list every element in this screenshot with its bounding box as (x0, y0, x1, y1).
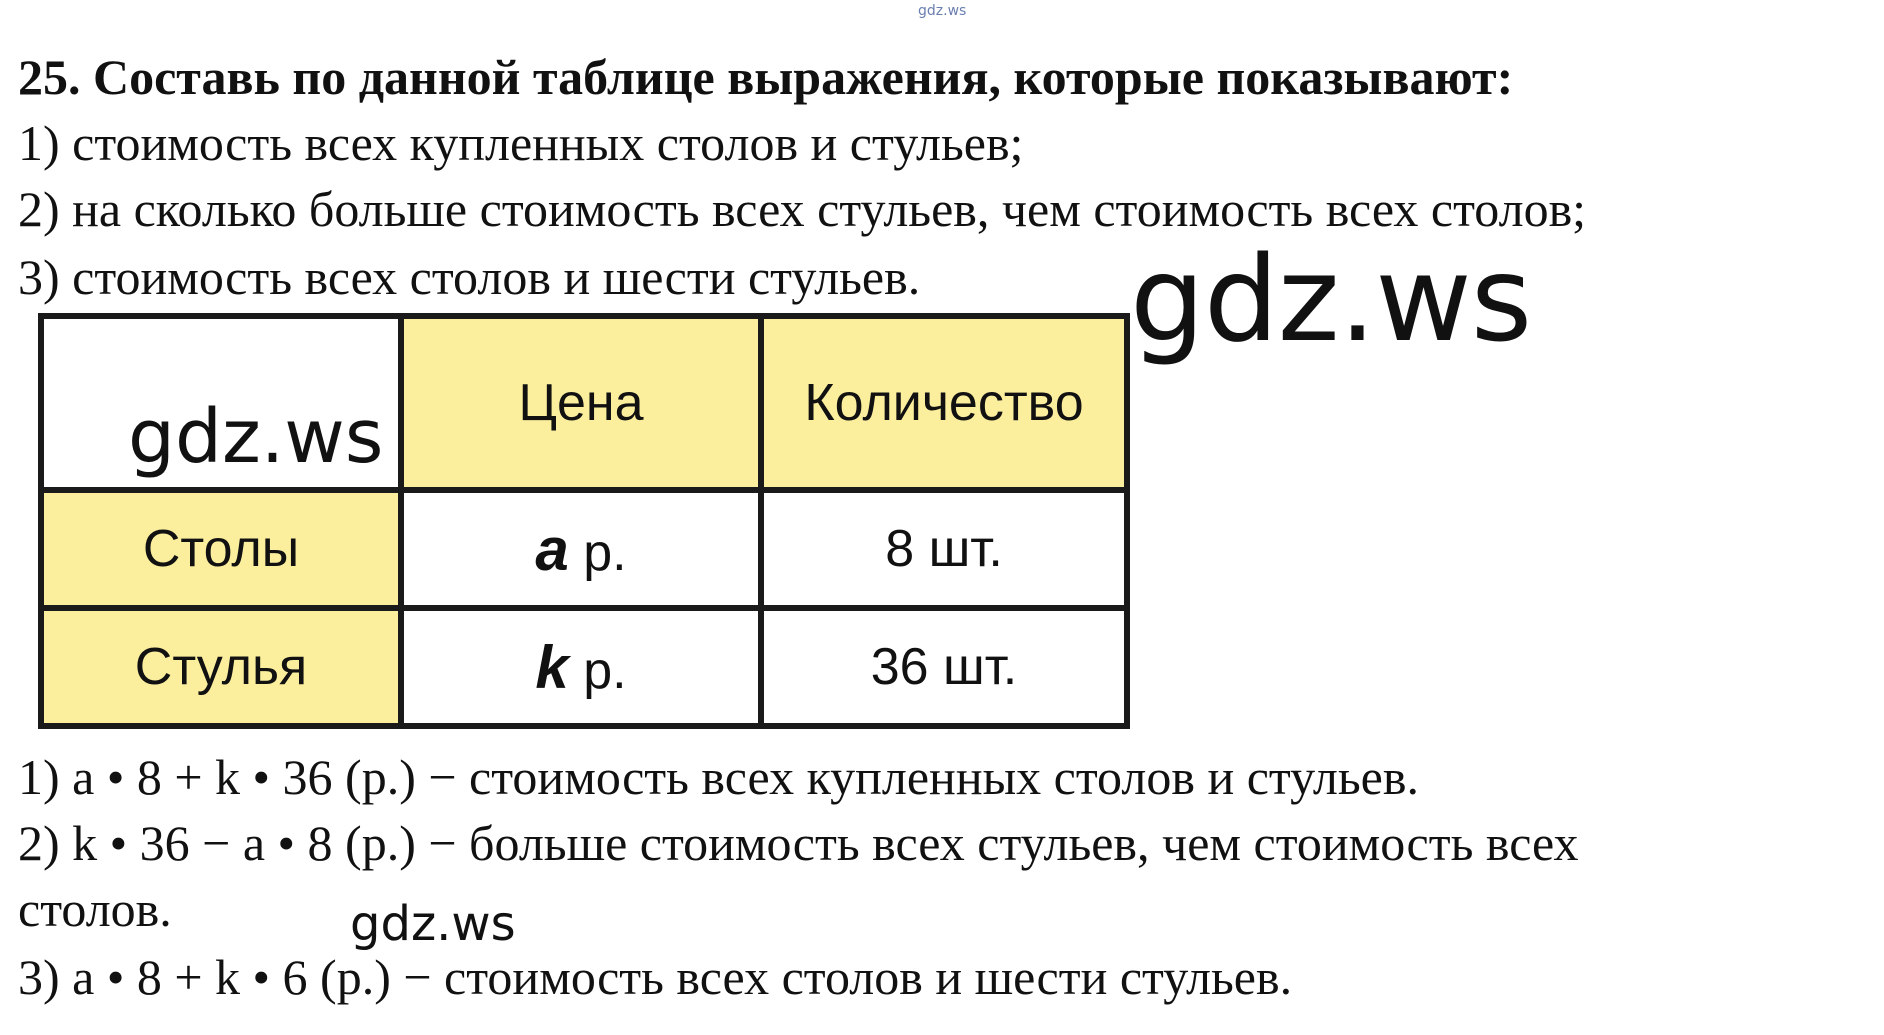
table-row (41, 608, 1127, 726)
answer-2-continuation: столов. (18, 881, 172, 937)
row-label-chairs: Стулья (41, 608, 401, 726)
header-price: Цена (401, 316, 761, 490)
task-title: 25. Составь по данной таблице выражения, которые показывают: (18, 49, 1514, 105)
watermark-small: gdz.ws (350, 896, 516, 952)
answer-2: 2) k • 36 − a • 8 (р.) − больше стоимость всех стульев, чем стоимость всех (18, 815, 1579, 871)
price-variable-k: k (535, 633, 569, 701)
task-item-2: 2) на сколько больше стоимость всех стульев, чем стоимость всех столов; (18, 181, 1587, 237)
price-unit: р. (583, 523, 627, 582)
price-unit: р. (583, 641, 627, 700)
answer-3: 3) a • 8 + k • 6 (р.) − стоимость всех столов и шести стульев. (18, 949, 1293, 1005)
task-item-1: 1) стоимость всех купленных столов и стульев; (18, 115, 1024, 171)
price-chairs (401, 608, 761, 726)
price-tables (401, 490, 761, 608)
quantity-chairs: 36 шт. (761, 608, 1127, 726)
row-label-tables: Столы (41, 490, 401, 608)
price-table (38, 313, 1130, 729)
answer-1: 1) a • 8 + k • 36 (р.) − стоимость всех купленных столов и стульев. (18, 749, 1419, 805)
header-quantity: Количество (761, 316, 1127, 490)
table-row (41, 490, 1127, 608)
watermark-top: gdz.ws (918, 3, 967, 19)
quantity-tables: 8 шт. (761, 490, 1127, 608)
watermark-large: gdz.ws (1130, 230, 1532, 368)
price-variable-a: a (535, 515, 569, 583)
watermark-table: gdz.ws (128, 394, 384, 480)
task-item-3: 3) стоимость всех столов и шести стульев. (18, 249, 921, 305)
